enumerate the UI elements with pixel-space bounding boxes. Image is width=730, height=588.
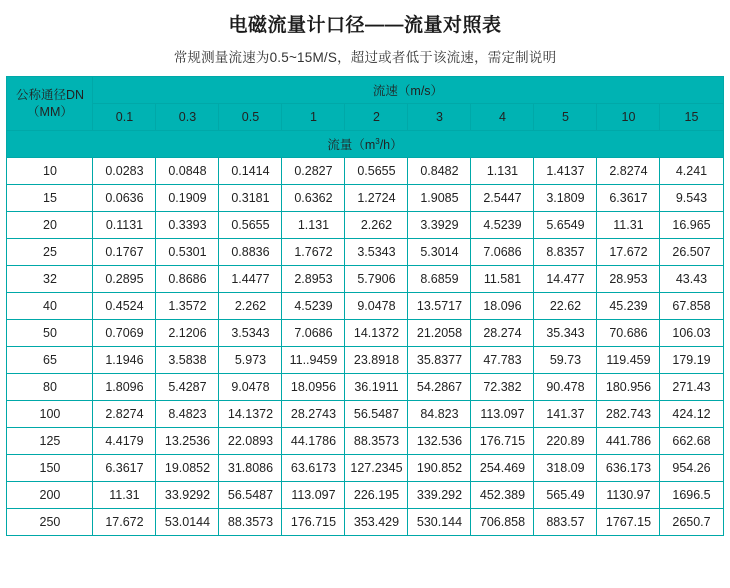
table-cell: 4.241 [660, 158, 723, 185]
table-row [7, 401, 723, 428]
table-cell: 0.8836 [219, 239, 282, 266]
table-cell: 18.0956 [282, 374, 345, 401]
table-cell: 2.8274 [93, 401, 156, 428]
table-cell: 0.8686 [156, 266, 219, 293]
table-cell: 14.1372 [219, 401, 282, 428]
table-row [7, 185, 723, 212]
page-subtitle: 常规测量流速为0.5~15M/S，超过或者低于该流速，需定制说明 [173, 50, 557, 65]
table-cell: 11.31 [597, 212, 660, 239]
table-cell: 26.507 [660, 239, 723, 266]
table-cell: 67.858 [660, 293, 723, 320]
table-cell: 4.4179 [93, 428, 156, 455]
table-cell: 28.2743 [282, 401, 345, 428]
row-dn-label: 100 [7, 401, 93, 428]
table-cell: 0.0636 [93, 185, 156, 212]
table-cell: 0.1767 [93, 239, 156, 266]
table-cell: 282.743 [597, 401, 660, 428]
header-dn-line1: 公称通径DN [15, 87, 84, 102]
table-cell: 23.8918 [345, 347, 408, 374]
table-header-row-velocity-values [7, 104, 723, 131]
table-cell: 36.1911 [345, 374, 408, 401]
flow-comparison-table [6, 76, 723, 536]
row-dn-label: 250 [7, 509, 93, 536]
table-cell: 530.144 [408, 509, 471, 536]
table-cell: 17.672 [597, 239, 660, 266]
table-cell: 452.389 [471, 482, 534, 509]
table-cell: 565.49 [534, 482, 597, 509]
table-cell: 70.686 [597, 320, 660, 347]
table-row [7, 455, 723, 482]
table-cell: 8.8357 [534, 239, 597, 266]
header-cell-velocity-5: 5 [534, 104, 597, 131]
header-cell-velocity-0.3: 0.3 [156, 104, 219, 131]
row-dn-label: 200 [7, 482, 93, 509]
table-cell: 1.4477 [219, 266, 282, 293]
table-cell: 59.73 [534, 347, 597, 374]
table-cell: 56.5487 [345, 401, 408, 428]
table-cell: 113.097 [282, 482, 345, 509]
table-header-row-flow [7, 131, 723, 158]
table-header-row-velocity [7, 77, 723, 104]
table-cell: 2650.7 [660, 509, 723, 536]
table-cell: 18.096 [471, 293, 534, 320]
table-cell: 271.43 [660, 374, 723, 401]
table-cell: 3.3929 [408, 212, 471, 239]
table-row [7, 347, 723, 374]
row-dn-label: 125 [7, 428, 93, 455]
table-cell: 4.5239 [471, 212, 534, 239]
table-cell: 0.2895 [93, 266, 156, 293]
table-cell: 179.19 [660, 347, 723, 374]
table-cell: 3.5838 [156, 347, 219, 374]
table-cell: 5.4287 [156, 374, 219, 401]
table-cell: 5.6549 [534, 212, 597, 239]
table-cell: 90.478 [534, 374, 597, 401]
table-cell: 35.8377 [408, 347, 471, 374]
row-dn-label: 10 [7, 158, 93, 185]
table-cell: 0.3181 [219, 185, 282, 212]
table-cell: 28.274 [471, 320, 534, 347]
table-cell: 56.5487 [219, 482, 282, 509]
table-cell: 662.68 [660, 428, 723, 455]
table-cell: 1696.5 [660, 482, 723, 509]
table-cell: 141.37 [534, 401, 597, 428]
table-cell: 1.131 [282, 212, 345, 239]
table-cell: 3.1809 [534, 185, 597, 212]
table-cell: 6.3617 [93, 455, 156, 482]
row-dn-label: 32 [7, 266, 93, 293]
table-cell: 424.12 [660, 401, 723, 428]
table-cell: 5.973 [219, 347, 282, 374]
table-cell: 0.5301 [156, 239, 219, 266]
header-cell-velocity-2: 2 [345, 104, 408, 131]
table-cell: 9.543 [660, 185, 723, 212]
table-cell: 176.715 [282, 509, 345, 536]
header-cell-velocity-0.1: 0.1 [93, 104, 156, 131]
table-cell: 88.3573 [345, 428, 408, 455]
table-cell: 1.7672 [282, 239, 345, 266]
table-cell: 1767.15 [597, 509, 660, 536]
table-cell: 22.0893 [219, 428, 282, 455]
table-row [7, 428, 723, 455]
table-cell: 318.09 [534, 455, 597, 482]
row-dn-label: 80 [7, 374, 93, 401]
table-cell: 6.3617 [597, 185, 660, 212]
table-cell: 44.1786 [282, 428, 345, 455]
table-cell: 0.0848 [156, 158, 219, 185]
row-dn-label: 25 [7, 239, 93, 266]
row-dn-label: 15 [7, 185, 93, 212]
header-cell-velocity-10: 10 [597, 104, 660, 131]
header-dn-line2: （MM） [27, 104, 73, 119]
header-cell-velocity-4: 4 [471, 104, 534, 131]
header-flow-sup: 3 [375, 136, 380, 146]
table-cell: 43.43 [660, 266, 723, 293]
table-cell: 883.57 [534, 509, 597, 536]
table-cell: 0.7069 [93, 320, 156, 347]
table-row [7, 239, 723, 266]
table-cell: 54.2867 [408, 374, 471, 401]
table-row [7, 509, 723, 536]
table-cell: 636.173 [597, 455, 660, 482]
table-cell: 220.89 [534, 428, 597, 455]
table-cell: 0.4524 [93, 293, 156, 320]
table-cell: 441.786 [597, 428, 660, 455]
table-cell: 5.7906 [345, 266, 408, 293]
header-flow-suffix: /h） [379, 138, 403, 152]
table-cell: 0.1414 [219, 158, 282, 185]
row-dn-label: 150 [7, 455, 93, 482]
row-dn-label: 65 [7, 347, 93, 374]
header-cell-velocity-0.5: 0.5 [219, 104, 282, 131]
table-cell: 0.3393 [156, 212, 219, 239]
page-title: 电磁流量计口径——流量对照表 [228, 15, 502, 36]
header-cell-velocity-3: 3 [408, 104, 471, 131]
table-cell: 19.0852 [156, 455, 219, 482]
table-cell: 13.5717 [408, 293, 471, 320]
table-row [7, 266, 723, 293]
table-cell: 0.2827 [282, 158, 345, 185]
table-cell: 113.097 [471, 401, 534, 428]
row-dn-label: 20 [7, 212, 93, 239]
table-cell: 119.459 [597, 347, 660, 374]
table-cell: 2.262 [345, 212, 408, 239]
table-row [7, 320, 723, 347]
header-cell-flow [7, 131, 723, 158]
table-cell: 14.477 [534, 266, 597, 293]
table-cell: 1.9085 [408, 185, 471, 212]
table-cell: 353.429 [345, 509, 408, 536]
table-cell: 0.1131 [93, 212, 156, 239]
table-cell: 0.6362 [282, 185, 345, 212]
table-cell: 127.2345 [345, 455, 408, 482]
table-cell: 35.343 [534, 320, 597, 347]
table-cell: 2.5447 [471, 185, 534, 212]
table-cell: 7.0686 [282, 320, 345, 347]
table-cell: 5.3014 [408, 239, 471, 266]
table-cell: 31.8086 [219, 455, 282, 482]
table-cell: 53.0144 [156, 509, 219, 536]
table-row [7, 158, 723, 185]
table-cell: 22.62 [534, 293, 597, 320]
table-cell: 13.2536 [156, 428, 219, 455]
table-cell: 0.8482 [408, 158, 471, 185]
table-cell: 180.956 [597, 374, 660, 401]
table-cell: 88.3573 [219, 509, 282, 536]
table-cell: 2.1206 [156, 320, 219, 347]
table-cell: 176.715 [471, 428, 534, 455]
header-cell-velocity: 流速（m/s） [93, 77, 723, 104]
row-dn-label: 50 [7, 320, 93, 347]
table-cell: 190.852 [408, 455, 471, 482]
table-cell: 84.823 [408, 401, 471, 428]
table-cell: 63.6173 [282, 455, 345, 482]
row-dn-label: 40 [7, 293, 93, 320]
table-cell: 1.3572 [156, 293, 219, 320]
table-cell: 0.5655 [345, 158, 408, 185]
table-cell: 1.4137 [534, 158, 597, 185]
table-cell: 11..9459 [282, 347, 345, 374]
table-cell: 226.195 [345, 482, 408, 509]
table-cell: 47.783 [471, 347, 534, 374]
table-cell: 1130.97 [597, 482, 660, 509]
table-cell: 9.0478 [219, 374, 282, 401]
header-cell-velocity-1: 1 [282, 104, 345, 131]
table-cell: 1.1946 [93, 347, 156, 374]
header-cell-velocity-15: 15 [660, 104, 723, 131]
table-row [7, 374, 723, 401]
table-cell: 2.8953 [282, 266, 345, 293]
table-cell: 11.31 [93, 482, 156, 509]
table-cell: 106.03 [660, 320, 723, 347]
table-cell: 254.469 [471, 455, 534, 482]
header-cell-dn [7, 77, 93, 131]
table-cell: 8.6859 [408, 266, 471, 293]
table-cell: 3.5343 [219, 320, 282, 347]
table-row [7, 293, 723, 320]
table-cell: 21.2058 [408, 320, 471, 347]
table-cell: 706.858 [471, 509, 534, 536]
table-cell: 954.26 [660, 455, 723, 482]
table-cell: 2.8274 [597, 158, 660, 185]
table-cell: 0.5655 [219, 212, 282, 239]
table-cell: 45.239 [597, 293, 660, 320]
table-cell: 2.262 [219, 293, 282, 320]
table-cell: 132.536 [408, 428, 471, 455]
table-row [7, 482, 723, 509]
table-cell: 33.9292 [156, 482, 219, 509]
table-cell: 9.0478 [345, 293, 408, 320]
table-cell: 16.965 [660, 212, 723, 239]
table-cell: 0.0283 [93, 158, 156, 185]
table-cell: 72.382 [471, 374, 534, 401]
table-row [7, 212, 723, 239]
header-flow-prefix: 流量（m [327, 138, 376, 152]
table-cell: 0.1909 [156, 185, 219, 212]
table-cell: 1.2724 [345, 185, 408, 212]
table-cell: 3.5343 [345, 239, 408, 266]
table-cell: 4.5239 [282, 293, 345, 320]
table-cell: 17.672 [93, 509, 156, 536]
table-cell: 1.131 [471, 158, 534, 185]
table-cell: 8.4823 [156, 401, 219, 428]
table-cell: 339.292 [408, 482, 471, 509]
table-cell: 14.1372 [345, 320, 408, 347]
table-cell: 7.0686 [471, 239, 534, 266]
table-cell: 11.581 [471, 266, 534, 293]
table-cell: 1.8096 [93, 374, 156, 401]
table-cell: 28.953 [597, 266, 660, 293]
